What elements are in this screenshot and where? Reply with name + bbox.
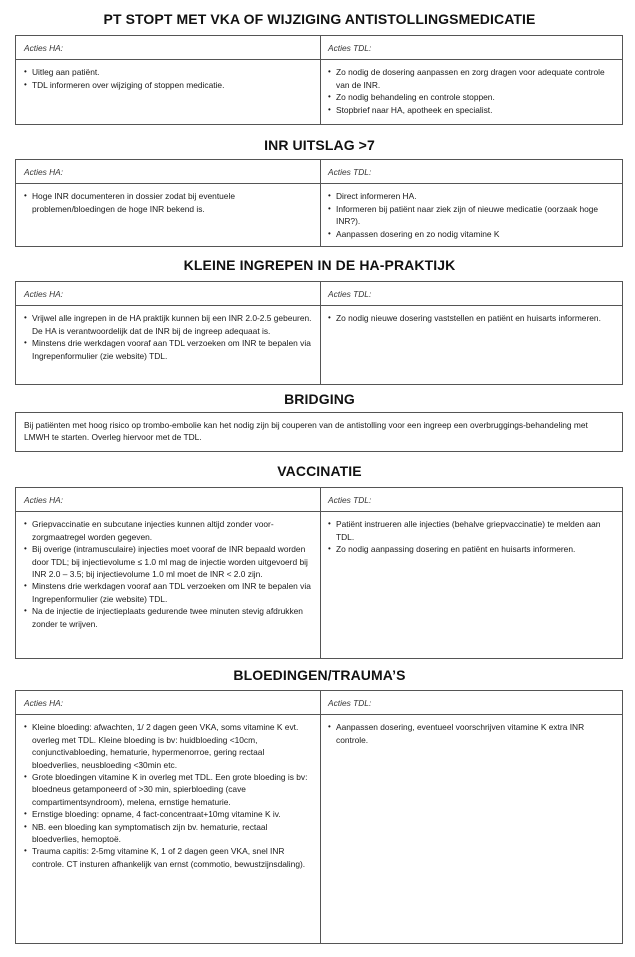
table-header-row [16, 160, 622, 184]
ha-actions [16, 512, 321, 658]
table-header-row [16, 36, 622, 60]
list-item: • Na de injectie de injectieplaats gedurende twee minuten stevig afdrukken zonder te wrijven. [24, 605, 313, 630]
list-item: • Kleine bloeding: afwachten, 1/ 2 dagen geen VKA, soms vitamine K evt. overleg met TDL. Kleine bloeding is bv: huidbloeding <10cm, conjunctivabloeding, hematurie, hypermenorroe, gering rectaal bloedverlies, neusbloeding <30min etc. [24, 721, 313, 771]
tdl-actions [321, 60, 622, 124]
list-item: • Minstens drie werkdagen vooraf aan TDL verzoeken om INR te bepalen via Ingrepenformulier (zie website) TDL. [24, 337, 313, 362]
list-item: • Zo nodig aanpassing dosering en patiënt en huisarts informeren. [328, 543, 615, 555]
tdl-actions [321, 715, 622, 943]
section-title-inr: INR UITSLAG >7 [264, 137, 375, 153]
list-item: • NB. een bloeding kan symptomatisch zijn bv. hematurie, rectaal bloedverlies, hemoptoë. [24, 821, 313, 846]
list-item: • Stopbrief naar HA, apotheek en specialist. [328, 104, 615, 116]
section-title-stopt: PT STOPT MET VKA OF WIJZIGING ANTISTOLLINGSMEDICATIE [103, 11, 536, 27]
list-item: • Aanpassen dosering, eventueel voorschrijven vitamine K extra INR controle. [328, 721, 615, 746]
list-item: • Minstens drie werkdagen vooraf aan TDL verzoeken om INR te bepalen via Ingrepenformulier (zie website) TDL. [24, 580, 313, 605]
table-body-row [16, 184, 622, 246]
list-item: • Grote bloedingen vitamine K in overleg met TDL. Een grote bloeding is bv: bloedneus getamponeerd of >30 min, spierbloeding (cave compartimentsyndroom), melena, ernstige hematurie. [24, 771, 313, 808]
tdl-actions [321, 306, 622, 384]
ha-header: Acties HA: [16, 160, 321, 183]
table-body-row [16, 512, 622, 658]
table-bridging [15, 412, 623, 452]
ha-actions [16, 306, 321, 384]
section-title-bloedingen: BLOEDINGEN/TRAUMA’S [233, 667, 406, 683]
tdl-actions [321, 184, 622, 246]
tdl-header: Acties TDL: [328, 495, 372, 505]
list-item: • Griepvaccinatie en subcutane injecties kunnen altijd zonder voor-zorgmaatregel worden gegeven. [24, 518, 313, 543]
list-item: • Uitleg aan patiënt. [24, 66, 313, 78]
list-item: • Bij overige (intramusculaire) injecties moet vooraf de INR bepaald worden door TDL; bij injectievolume ≤ 1.0 ml mag de injectie worden uitgevoerd bij INR 2.0 – 3.5; bij injectievolume 1.0 ml moet de INR < 2.0 zijn. [24, 543, 313, 580]
table-vaccinatie [15, 487, 623, 659]
list-item: • Zo nodig de dosering aanpassen en zorg dragen voor adequate controle van de INR. [328, 66, 615, 91]
table-body-row [16, 60, 622, 124]
tdl-actions [321, 512, 622, 658]
list-item: • TDL informeren over wijziging of stoppen medicatie. [24, 79, 313, 91]
list-item: • Vrijwel alle ingrepen in de HA praktijk kunnen bij een INR 2.0-2.5 gebeuren. De HA is verantwoordelijk dat de INR bij de ingreep adequaat is. [24, 312, 313, 337]
tdl-header: Acties TDL: [328, 43, 372, 53]
list-item: • Direct informeren HA. [328, 190, 615, 202]
ha-actions [16, 184, 321, 246]
ha-header: Acties HA: [16, 691, 321, 714]
ha-actions [16, 60, 321, 124]
table-inr [15, 159, 623, 247]
ha-header: Acties HA: [16, 36, 321, 59]
list-item: • Zo nodig nieuwe dosering vaststellen en patiënt en huisarts informeren. [328, 312, 615, 324]
list-item: • Aanpassen dosering en zo nodig vitamine K [328, 228, 615, 240]
table-header-row [16, 282, 622, 306]
list-item: • Zo nodig behandeling en controle stoppen. [328, 91, 615, 103]
list-item: • Informeren bij patiënt naar ziek zijn of nieuwe medicatie (oorzaak hoge INR?). [328, 203, 615, 228]
list-item: • Trauma capitis: 2-5mg vitamine K, 1 of 2 dagen geen VKA, snel INR controle. CT insturen afhankelijk van ernst (commotio, bewustzijnsdaling). [24, 845, 313, 870]
tdl-header: Acties TDL: [328, 698, 372, 708]
ha-header: Acties HA: [16, 282, 321, 305]
list-item: • Ernstige bloeding: opname, 4 fact-concentraat+10mg vitamine K iv. [24, 808, 313, 820]
tdl-header: Acties TDL: [328, 167, 372, 177]
table-bloedingen [15, 690, 623, 944]
list-item: • Patiënt instrueren alle injecties (behalve griepvaccinatie) te melden aan TDL. [328, 518, 615, 543]
tdl-header: Acties TDL: [328, 289, 372, 299]
section-title-bridging: BRIDGING [284, 391, 355, 407]
table-body-row [16, 306, 622, 384]
table-stopt [15, 35, 623, 125]
table-kleine-ingrepen [15, 281, 623, 385]
bridging-text: Bij patiënten met hoog risico op trombo-embolie kan het nodig zijn bij couperen van de antistolling voor een ingreep een overbruggings-behandeling met LMWH te starten. Overleg hiervoor met de TDL. [24, 420, 588, 443]
section-title-vaccinatie: VACCINATIE [277, 463, 362, 479]
list-item: • Hoge INR documenteren in dossier zodat bij eventuele problemen/bloedingen de hoge INR bekend is. [24, 190, 313, 215]
table-header-row [16, 691, 622, 715]
section-title-kleine-ingrepen: KLEINE INGREPEN IN DE HA-PRAKTIJK [183, 257, 456, 273]
table-body-row [16, 715, 622, 943]
table-header-row [16, 488, 622, 512]
ha-actions [16, 715, 321, 943]
ha-header: Acties HA: [16, 488, 321, 511]
